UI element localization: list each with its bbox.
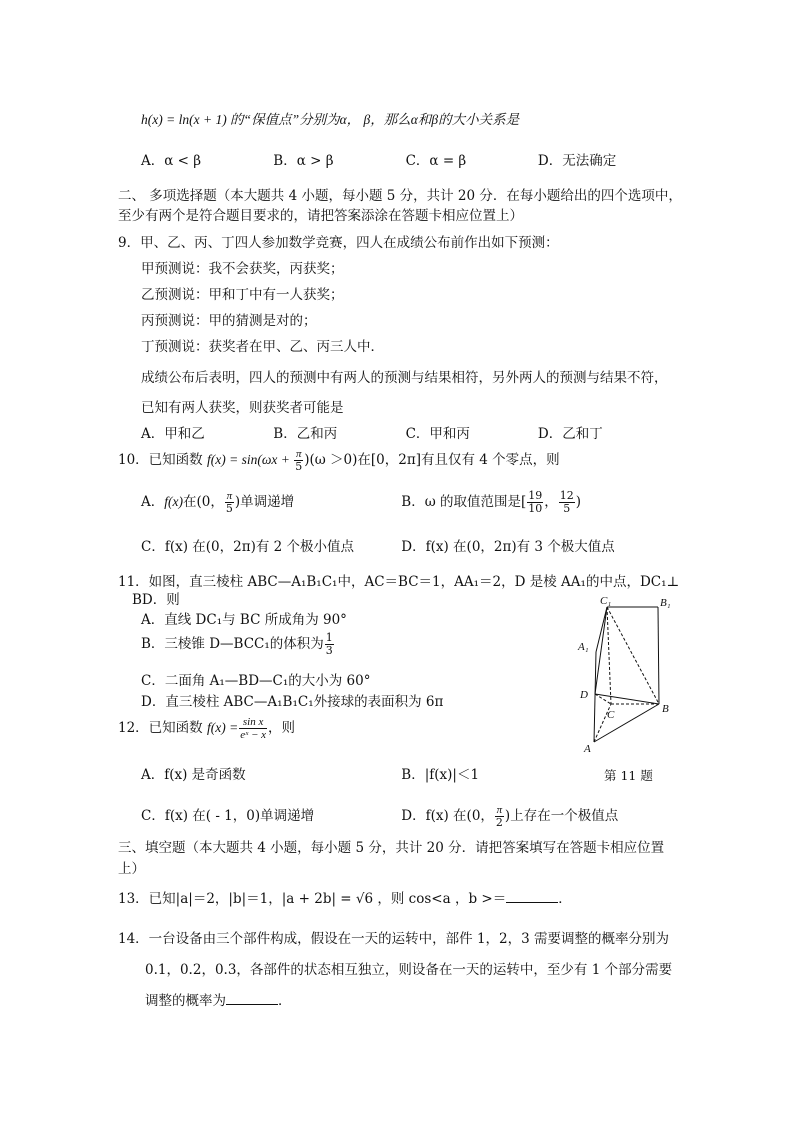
q12-options-row2: [141, 804, 657, 829]
q8-stem-line: h(x) = ln(x + 1) 的“保值点”分别为α， β，那么α和β的大小关系是: [141, 112, 520, 127]
q14-line3-text: 调整的概率为: [145, 993, 226, 1009]
label-c: C: [607, 709, 615, 721]
q12-option-c: C．f(x) 在( - 1，0)单调递增: [141, 808, 315, 824]
q12-function: f(x) =: [206, 720, 239, 735]
q10-options-row1: [141, 490, 657, 515]
q11-option-b-text: B．三棱锥 D—BCC₁的体积为: [141, 636, 324, 652]
q11-prism-figure: [576, 594, 686, 754]
section3-heading-line2: 上）: [118, 861, 145, 877]
q10-fraction-den: 5: [295, 460, 303, 473]
q12-options-row1: [141, 763, 657, 783]
q13-end: ．: [558, 891, 572, 907]
q9-prediction-ding: 丁预测说：获奖者在甲、乙、丙三人中．: [141, 339, 384, 355]
q12-option-d: [401, 804, 657, 829]
q11-option-b-fraction-den: 3: [325, 644, 333, 657]
q10-stem: [118, 448, 560, 473]
q12-prefix: 12．已知函数: [118, 720, 203, 736]
q9-prediction-bing: 丙预测说：甲的猜测是对的；: [141, 313, 317, 329]
q9-option-d: D．乙和丁: [537, 426, 603, 442]
label-a1: A₁: [578, 641, 589, 653]
q10-option-a-post: )单调递增: [234, 494, 295, 510]
section2-heading-line2: 至少有两个是符合题目要求的，请把答案添涂在答题卡相应位置上）: [118, 208, 523, 224]
q11-option-b: [141, 632, 335, 657]
q10-option-b-fraction2-num: 12: [559, 489, 574, 502]
q11-stem-line2: BD．则: [132, 592, 180, 608]
q10-option-b-fraction1-num: 19: [528, 489, 543, 502]
q10-option-a-fraction: [225, 490, 234, 515]
q12-option-a: A．f(x) 是奇函数: [141, 767, 246, 783]
section2-heading-line1: 二、 多项选择题（本大题共 4 小题，每小题 5 分，共计 20 分．在每小题给出的四个选项中，: [118, 188, 682, 204]
q12-fraction: [239, 716, 267, 741]
q14-end: ．: [278, 993, 292, 1009]
q12-option-b: B．|f(x)|＜1: [401, 767, 480, 783]
q9-option-b: B．乙和丙: [273, 426, 338, 442]
q14-line2: 0.1，0.2，0.3，各部件的状态相互独立，则设备在一天的运转中，至少有 1 个部分需要: [145, 962, 673, 978]
q10-option-b-sep: ，: [544, 494, 558, 510]
q10-option-c: C．f(x) 在(0，2π)有 2 个极小值点: [141, 539, 355, 555]
q8-option-c: C．α = β: [405, 153, 467, 169]
edge-d-b: [595, 694, 659, 704]
q10-option-b-fraction2-den: 5: [563, 502, 571, 515]
edge-c1-b: [607, 607, 659, 704]
q12-option-d-post: )上存在一个极值点: [504, 808, 619, 824]
q12-fraction-den: eˣ − x: [240, 729, 266, 741]
q12-option-d-fraction-den: 2: [495, 816, 503, 829]
q13-text: 13．已知|a|＝2，|b|＝1，|a + 2b| = √6 ，则 cos<a ，b >＝: [118, 891, 507, 907]
q10-fraction-num: π: [295, 448, 302, 460]
q10-option-a-fraction-num: π: [226, 490, 233, 502]
q8-option-d: D．无法确定: [537, 153, 617, 169]
edge-b1-b: [658, 607, 659, 704]
q14-line3: [145, 989, 292, 1009]
q8-option-b: B．α > β: [273, 153, 334, 169]
q12-option-d-fraction: [495, 804, 504, 829]
q10-option-a: [141, 490, 397, 515]
q10-option-b-fraction2: [559, 490, 575, 515]
label-c1: C₁: [600, 595, 612, 607]
q8-option-a: A．α < β: [141, 153, 202, 169]
label-b: B: [662, 703, 669, 715]
q10-fraction: [294, 448, 303, 473]
q10-option-b-label: B．ω 的取值范围是[: [401, 494, 527, 510]
q12-option-d-label: D．f(x) 在(0，: [401, 808, 494, 824]
q14-line1: 14．一台设备由三个部件构成，假设在一天的运转中，部件 1，2，3 需要调整的概率分别为: [118, 931, 670, 947]
q14-answer-blank: [226, 992, 278, 1005]
label-a: A: [584, 743, 591, 754]
q13-stem: [118, 887, 572, 907]
q12-suffix: ，则: [268, 720, 295, 736]
edge-c1-c: [607, 607, 611, 704]
q10-option-a-label: A．: [141, 494, 165, 510]
q10-option-b-fraction1-den: 10: [528, 502, 543, 515]
q11-option-b-fraction: [325, 632, 334, 657]
q10-suffix: )(ω ＞0)在[0，2π]有且仅有 4 个零点，则: [304, 452, 560, 468]
q12-option-d-fraction-num: π: [496, 804, 503, 816]
q11-option-b-fraction-num: 1: [325, 631, 333, 644]
q9-continuation-1: 成绩公布后表明，四人的预测中有两人的预测与结果相符，另外两人的预测与结果不符，: [141, 370, 668, 386]
q11-option-d: D．直三棱柱 ABC—A₁B₁C₁外接球的表面积为 6π: [141, 694, 444, 710]
edge-a1-a: [594, 652, 596, 742]
q8-options: [141, 149, 666, 169]
q10-function: f(x) = sin(ωx +: [206, 452, 294, 467]
q9-continuation-2: 已知有两人获奖，则获奖者可能是: [141, 400, 344, 416]
label-b1: B₁: [660, 597, 671, 609]
q10-option-b: [401, 490, 657, 515]
q9-prediction-yi: 乙预测说：甲和丁中有一人获奖；: [141, 287, 344, 303]
q11-option-c: C．二面角 A₁—BD—C₁的大小为 60°: [141, 673, 371, 689]
q10-option-d: D．f(x) 在(0，2π)有 3 个极大值点: [401, 539, 615, 555]
q11-figure-caption: 第 11 题: [604, 768, 653, 783]
q10-option-a-mid: 在(0，: [182, 494, 224, 510]
q10-option-b-post: ): [575, 494, 582, 510]
q9-options: [141, 422, 666, 442]
section3-heading-line1: 三、填空题（本大题共 4 小题，每小题 5 分，共计 20 分．请把答案填写在答题卡相应位置: [118, 840, 665, 856]
q11-option-a: A．直线 DC₁与 BC 所成角为 90°: [141, 612, 347, 628]
q9-stem: 9．甲、乙、丙、丁四人参加数学竞赛，四人在成绩公布前作出如下预测：: [118, 235, 559, 251]
q9-option-a: A．甲和乙: [141, 426, 205, 442]
q10-options-row2: [141, 535, 657, 555]
label-d: D: [580, 689, 588, 701]
q10-option-a-fraction-den: 5: [225, 502, 233, 515]
q10-option-b-fraction1: [527, 490, 543, 515]
q12-stem: [118, 716, 295, 741]
q12-fraction-num: sin x: [239, 716, 267, 729]
q10-option-a-fx: f(x): [164, 494, 183, 509]
q9-option-c: C．甲和丙: [405, 426, 470, 442]
q13-answer-blank: [506, 890, 558, 903]
q9-prediction-jia: 甲预测说：我不会获奖，丙获奖；: [141, 261, 344, 277]
q10-prefix: 10．已知函数: [118, 452, 203, 468]
edge-a-b: [594, 704, 659, 742]
q11-stem-line1: 11．如图，直三棱柱 ABC—A₁B₁C₁中，AC＝BC＝1，AA₁＝2，D 是棱 AA₁的中点，DC₁⊥: [118, 574, 680, 590]
